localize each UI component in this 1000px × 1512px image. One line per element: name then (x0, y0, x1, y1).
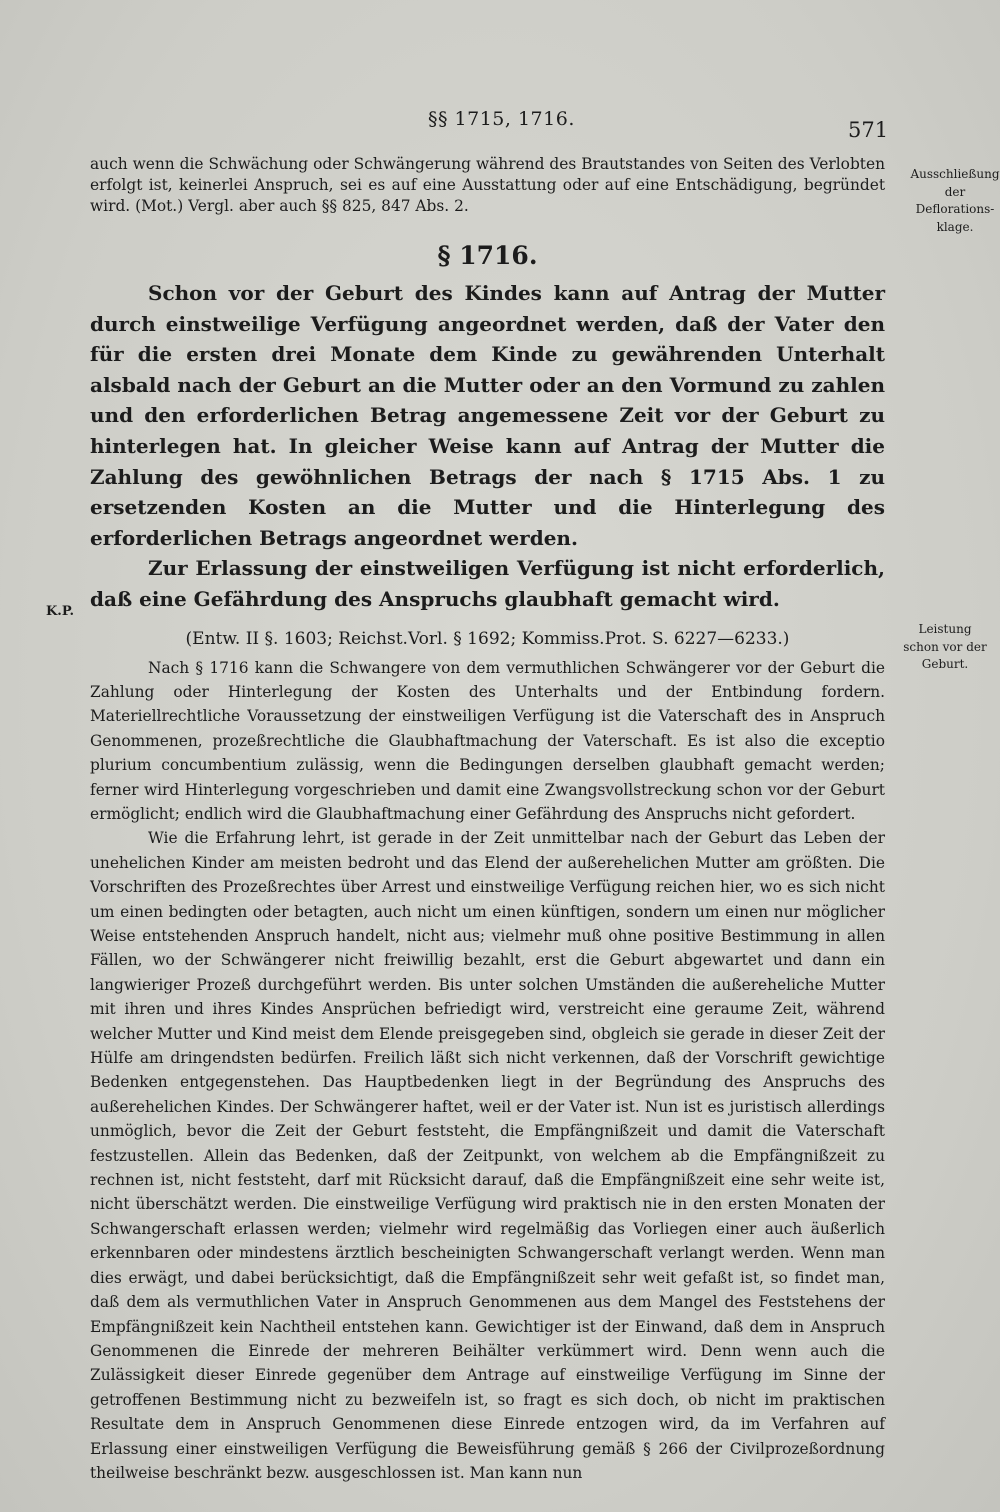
page-body (90, 154, 885, 1485)
commission-protocol-marker: K.P. (46, 604, 74, 619)
law-paragraph: Zur Erlassung der einstweiligen Verfügung ist nicht erforderlich, daß eine Gefährdung des Anspruchs glaubhaft gemacht wird. (90, 556, 885, 611)
margin-note-line: klage. (936, 219, 974, 234)
law-text (90, 278, 885, 615)
margin-note-line: Deflorations- (915, 202, 995, 216)
margin-note-line: der (944, 184, 966, 199)
margin-note-line: Leistung (918, 622, 972, 636)
sources-line: (Entw. II §. 1603; Reichst.Vorl. § 1692; Kommiss.Prot. S. 6227—6233.) (185, 628, 790, 649)
margin-note-performance (886, 621, 1000, 674)
law-paragraph: Schon vor der Geburt des Kindes kann auf Antrag der Mutter durch einstweilige Verfügung angeordnet werden, daß der Vater den für die ersten drei Monate dem Kinde zu gewährenden Unterhalt alsbald nach der Geburt an die Mutter oder an den Vormund zu zahlen und den erforderlichen Betrag angemessene Zeit vor der Geburt zu hinterlegen hat. In gleicher Weise kann auf Antrag der Mutter die Zahlung des gewöhnlichen Betrags der nach § 1715 Abs. 1 zu ersetzenden Kosten an die Mutter und die Hinterlegung des erforderlichen Betrags angeordnet werden. (90, 281, 885, 550)
intro-paragraph: auch wenn die Schwächung oder Schwängerung während des Brautstandes von Seiten des Verlobten erfolgt ist, keinerlei Anspruch, sei es auf eine Ausstattung oder auf eine Entschädigung, begründet wird. (Mot.) Vergl. aber auch §§ 825, 847 Abs. 2. (90, 155, 885, 215)
margin-note-line: schon vor der (903, 639, 987, 654)
page-number: 571 (848, 118, 889, 142)
commentary-paragraph: Nach § 1716 kann die Schwangere von dem vermuthlichen Schwängerer vor der Geburt die Zahlung oder Hinterlegung der Kosten des Unterhalts und der Entbindung fordern. Materiellrechtliche Voraussetzung der einstweiligen Verfügung ist die Vaterschaft des in Anspruch Genommenen, prozeßrechtliche die Glaubhaftmachung der Vaterschaft. Es ist also die exceptio plurium concumbentium zulässig, wenn die Bedingungen derselben glaubhaft gemacht werden; ferner wird Hinterlegung vorgeschrieben und damit eine Zwangsvollstreckung schon vor der Geburt ermöglicht; endlich wird die Glaubhaftmachung einer Gefährdung des Anspruchs nicht gefordert. (90, 658, 885, 823)
commentary (90, 656, 885, 1486)
margin-note-exclusion (896, 166, 1000, 236)
margin-note-line: Ausschließung (910, 167, 1000, 181)
margin-note-line: Geburt. (921, 657, 969, 671)
running-title: §§ 1715, 1716. (428, 108, 575, 130)
section-heading: § 1716. (437, 241, 538, 270)
commentary-paragraph: Wie die Erfahrung lehrt, ist gerade in der Zeit unmittelbar nach der Geburt das Leben der unehelichen Kinder am meisten bedroht und das Elend der außerehelichen Mutter am größten. Die Vorschriften des Prozeßrechtes über Arrest und einstweilige Verfügung reichen hier, wo es sich nicht um einen bedingten oder betagten, auch nicht um einen künftigen, sondern um einen nur möglicher Weise entstehenden Anspruch handelt, nicht aus; vielmehr muß ohne positive Bestimmung in allen Fällen, wo der Schwängerer nicht freiwillig bezahlt, erst die Geburt abgewartet und dann ein langwieriger Prozeß durchgeführt werden. Bis unter solchen Umständen die außereheliche Mutter mit ihren und ihres Kindes Ansprüchen befriedigt wird, verstreicht eine geraume Zeit, während welcher Mutter und Kind meist dem Elende preisgegeben sind, obgleich sie gerade in dieser Zeit der Hülfe am dringendsten bedürfen. Freilich läßt sich nicht verkennen, daß der Vorschrift gewichtige Bedenken entgegenstehen. Das Hauptbedenken liegt in der Begründung des Anspruchs des außerehelichen Kindes. Der Schwängerer haftet, weil er der Vater ist. Nun ist es juristisch allerdings unmöglich, bevor die Zeit der Geburt feststeht, die Empfängnißzeit und damit die Vaterschaft festzustellen. Allein das Bedenken, daß der Zeitpunkt, von welchem ab die Empfängnißzeit zu rechnen ist, nicht feststeht, darf mit Rücksicht darauf, daß die Empfängnißzeit eine sehr weite ist, nicht überschätzt werden. Die einstweilige Verfügung wird praktisch nie in den ersten Monaten der Schwangerschaft erlassen werden; vielmehr wird regelmäßig das Vorliegen einer auch äußerlich erkennbaren oder mindestens ärztlich bescheinigten Schwangerschaft verlangt werden. Wenn man dies erwägt, und dabei berücksichtigt, daß die Empfängnißzeit sehr weit gefaßt ist, so findet man, daß dem als vermuthlichen Vater in Anspruch Genommenen aus dem Mangel des Feststehens der Empfängnißzeit kein Nachtheil entstehen kann. Gewichtiger ist der Einwand, daß dem in Anspruch Genommenen die Einrede der mehreren Beihälter verkümmert wird. Denn wenn auch die Zulässigkeit dieser Einrede gegenüber dem Antrage auf einstweilige Verfügung im Sinne der getroffenen Bestimmung nicht zu bezweifeln ist, so fragt es sich doch, ob nicht im praktischen Resultate dem in Anspruch Genommenen diese Einrede entzogen wird, da im Verfahren auf Erlassung einer einstweiligen Verfügung die Beweisführung gemäß § 266 der Civilprozeßordnung theilweise beschränkt bezw. ausgeschlossen ist. Man kann nun (90, 829, 885, 1482)
